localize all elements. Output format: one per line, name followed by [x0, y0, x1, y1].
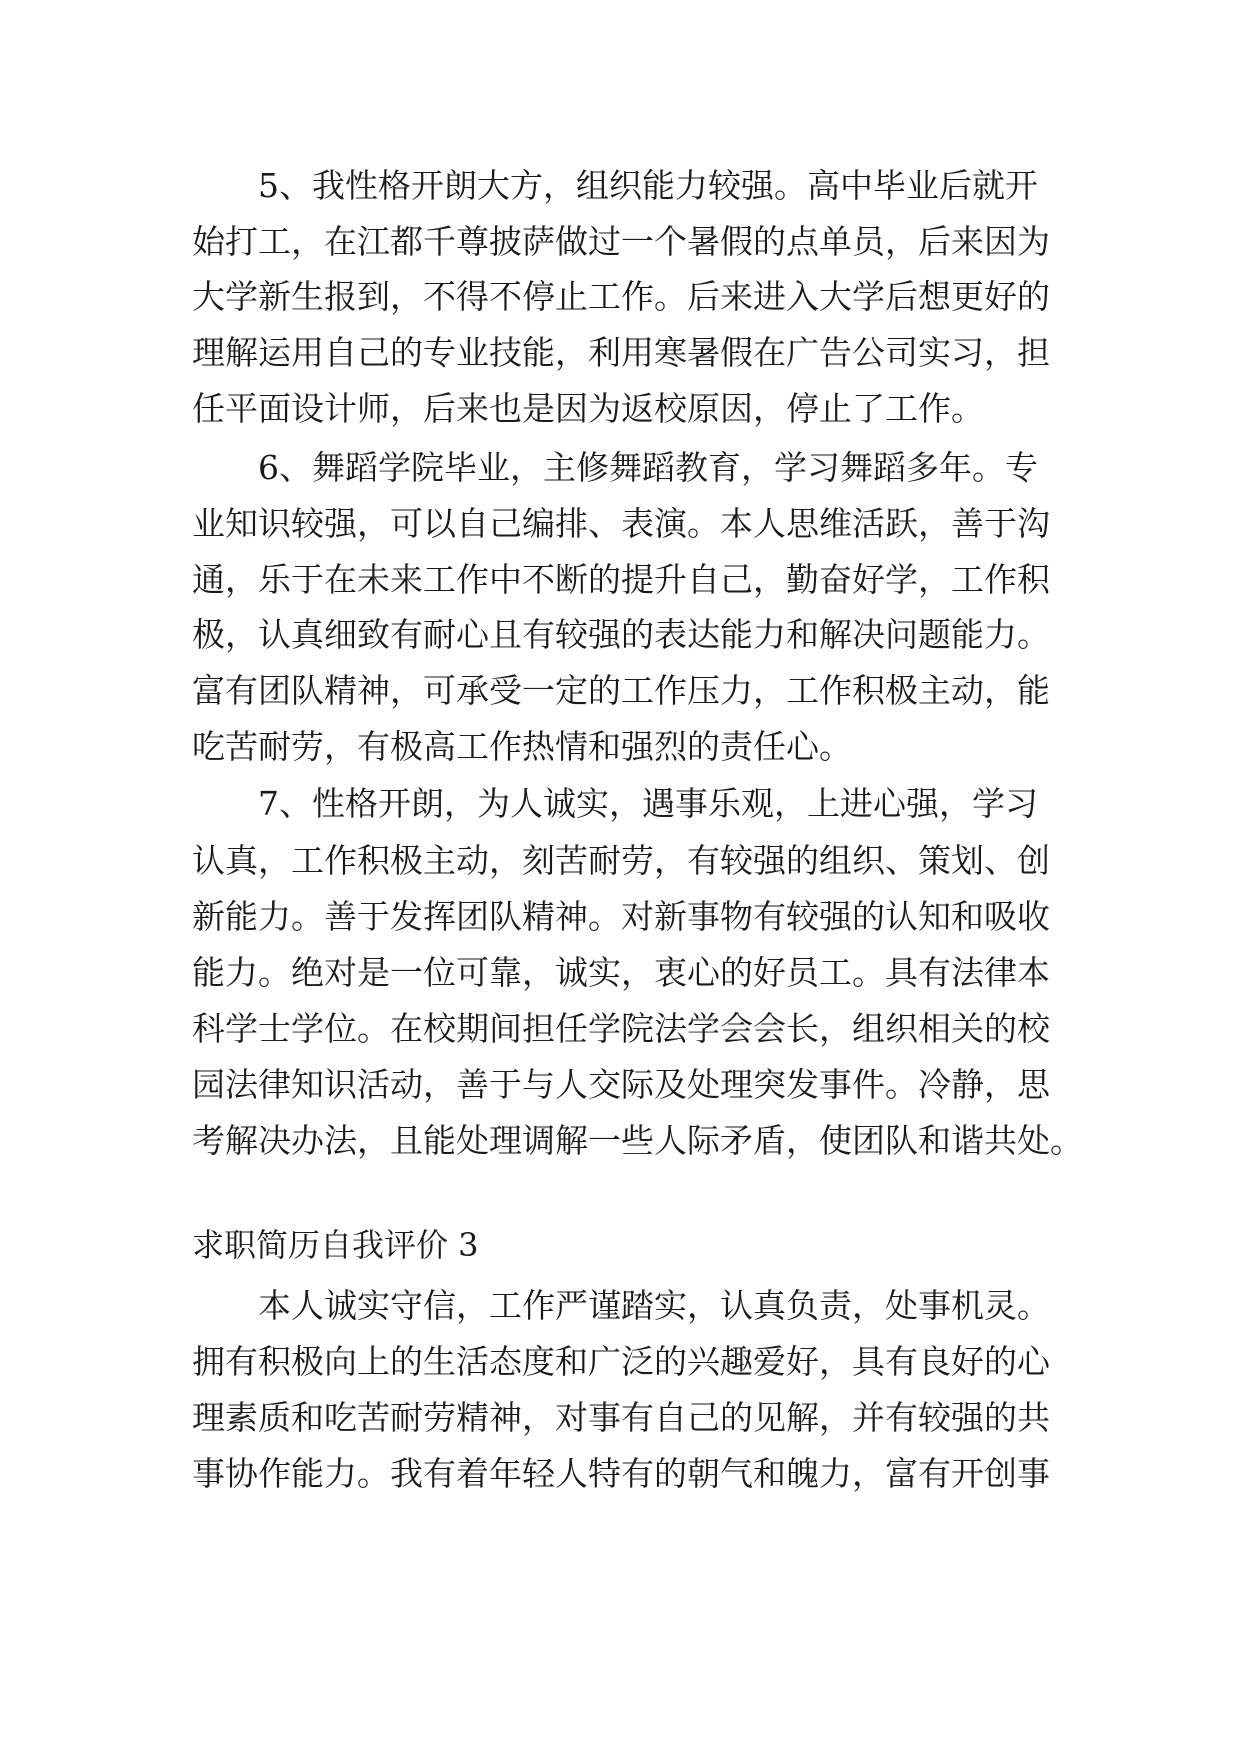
paragraph-7-line-7: 考解决办法，且能处理调解一些人际矛盾，使团队和谐共处。	[192, 1121, 1083, 1160]
paragraph-7-line-3: 新能力。善于发挥团队精神。对新事物有较强的认知和吸收	[192, 897, 1050, 936]
paragraph-6-line-1: 6、舞蹈学院毕业，主修舞蹈教育，学习舞蹈多年。专	[258, 448, 1038, 487]
paragraph-5-line-5: 任平面设计师，后来也是因为返校原因，停止了工作。	[192, 389, 984, 428]
paragraph-6-line-2: 业知识较强，可以自己编排、表演。本人思维活跃，善于沟	[192, 504, 1050, 543]
paragraph-7-line-6: 园法律知识活动，善于与人交际及处理突发事件。冷静，思	[192, 1065, 1050, 1104]
paragraph-6-line-3: 通，乐于在未来工作中不断的提升自己，勤奋好学，工作积	[192, 560, 1050, 599]
paragraph-5-line-3: 大学新生报到，不得不停止工作。后来进入大学后想更好的	[192, 277, 1050, 316]
section-3-line-3: 理素质和吃苦耐劳精神，对事有自己的见解，并有较强的共	[192, 1398, 1050, 1437]
paragraph-7-line-1: 7、性格开朗，为人诚实，遇事乐观，上进心强，学习	[258, 784, 1038, 823]
paragraph-6-line-4: 极，认真细致有耐心且有较强的表达能力和解决问题能力。	[192, 615, 1050, 654]
paragraph-7-line-2: 认真，工作积极主动，刻苦耐劳，有较强的组织、策划、创	[192, 841, 1050, 880]
section-3-line-2: 拥有积极向上的生活态度和广泛的兴趣爱好，具有良好的心	[192, 1342, 1050, 1381]
section-3-line-4: 事协作能力。我有着年轻人特有的朝气和魄力，富有开创事	[192, 1454, 1050, 1493]
paragraph-5-line-2: 始打工，在江都千尊披萨做过一个暑假的点单员，后来因为	[192, 222, 1050, 261]
section-3-line-1: 本人诚实守信，工作严谨踏实，认真负责，处事机灵。	[258, 1286, 1050, 1325]
paragraph-6-line-6: 吃苦耐劳，有极高工作热情和强烈的责任心。	[192, 727, 852, 766]
paragraph-7-line-4: 能力。绝对是一位可靠，诚实，衷心的好员工。具有法律本	[192, 953, 1050, 992]
paragraph-7-line-5: 科学士学位。在校期间担任学院法学会会长，组织相关的校	[192, 1009, 1050, 1048]
paragraph-5-line-4: 理解运用自己的专业技能，利用寒暑假在广告公司实习，担	[192, 333, 1050, 372]
section-heading: 求职简历自我评价 3	[192, 1226, 479, 1264]
paragraph-5-line-1: 5、我性格开朗大方，组织能力较强。高中毕业后就开	[258, 166, 1038, 205]
paragraph-6-line-5: 富有团队精神，可承受一定的工作压力，工作积极主动，能	[192, 671, 1050, 710]
